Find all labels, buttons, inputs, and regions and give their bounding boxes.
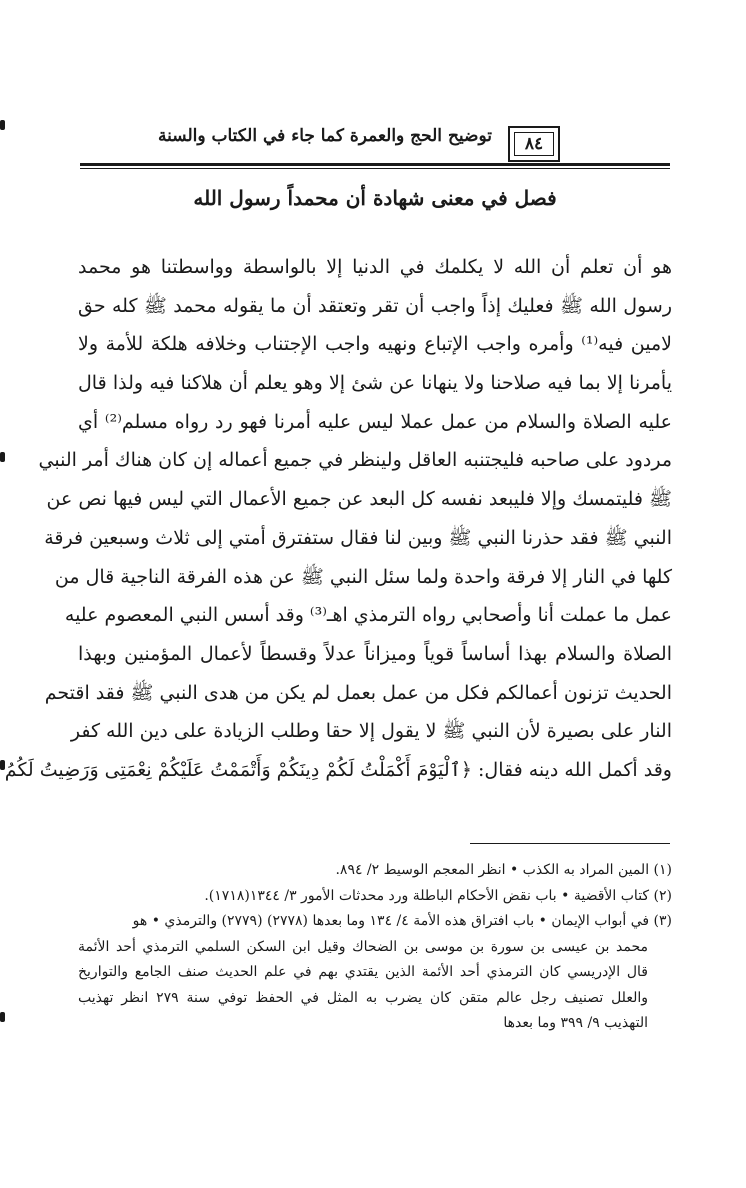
body-line: مردود على صاحبه فليجتنبه العاقل ولينظر في جميع أعماله إن كان هناك أمر النبي bbox=[38, 449, 672, 472]
body-line: النبي ﷺ فقد حذرنا النبي ﷺ وبين لنا فقال ستفترق أمتي إلى ثلاث وسبعين فرقة bbox=[44, 526, 672, 549]
body-line: عمل ما عملت أنا وأصحابي رواه الترمذي اهـ⁽³⁾ وقد أسس النبي المعصوم عليه bbox=[64, 604, 672, 627]
header-rule-thick bbox=[80, 163, 670, 166]
scan-edge-mark bbox=[0, 120, 5, 130]
footnote-3-continuation: قال الإدريسي كان الترمذي أحد الأئمة الذين يقتدي بهم في علم الحديث صنف الجامع والتواريخ bbox=[78, 964, 649, 980]
body-line: لامين فيه⁽¹⁾ وأمره واجب الإتباع ونهيه واجب الإجتناب وخلافه هلكة للأمة ولا bbox=[78, 333, 672, 356]
footnote-3-continuation: والعلل تصنيف رجل عالم متقن كان يضرب به المثل في الحفظ توفي سنة ٢٧٩ انظر تهذيب bbox=[78, 989, 648, 1006]
footnote-3-continuation: التهذيب ٩/ ٣٩٩ وما بعدها bbox=[503, 1015, 648, 1031]
section-title: فصل في معنى شهادة أن محمداً رسول الله bbox=[193, 186, 557, 210]
footnote-1: (١) المين المراد به الكذب • انظر المعجم الوسيط ٢/ ٨٩٤. bbox=[335, 862, 672, 878]
footnote-2: (٢) كتاب الأقضية • باب نقض الأحكام الباطلة ورد محدثات الأمور ٣/ ١٣٤٤(١٧١٨). bbox=[204, 887, 672, 904]
header-rule-thin bbox=[80, 168, 670, 169]
body-line: النار على بصيرة لأن النبي ﷺ لا يقول إلا حقا وطلب الزيادة على دين الله كفر bbox=[70, 720, 672, 743]
page-number: ٨٤ bbox=[514, 132, 554, 156]
body-line: الصلاة والسلام بهذا أساساً قوياً وميزاناً عدلاً وقسطاً لأعمال المؤمنين وبهذا bbox=[78, 642, 672, 665]
scan-edge-mark bbox=[0, 452, 5, 462]
body-line: عليه الصلاة والسلام من عمل عملا ليس عليه أمرنا فهو رد رواه مسلم⁽²⁾ أي bbox=[78, 410, 673, 433]
page-number-box bbox=[508, 126, 560, 162]
body-line: كلها في النار إلا فرقة واحدة ولما سئل النبي ﷺ عن هذه الفرقة الناجية قال من bbox=[54, 565, 672, 588]
body-line: وقد أكمل الله دينه فقال: ﴿ٱلْيَوْمَ أَكْمَلْتُ لَكُمْ دِينَكُمْ وَأَتْمَمْتُ عَلَيْكُمْ نِعْمَتِى وَرَضِيتُ لَكُمُ bbox=[4, 758, 672, 781]
footnote-separator bbox=[470, 843, 670, 844]
body-line: رسول الله ﷺ فعليك إذاً واجب أن تقر وتعتقد أن ما يقوله محمد ﷺ كله حق bbox=[78, 294, 672, 317]
book-title: توضيح الحج والعمرة كما جاء في الكتاب والسنة bbox=[158, 126, 492, 146]
body-line: الحديث تزنون أعمالكم فكل من عمل بعمل لم يكن من هدى النبي ﷺ فقد اقتحم bbox=[44, 681, 672, 704]
footnote-3-continuation: محمد بن عيسى بن سورة بن موسى بن الضحاك وقيل ابن السكن السلمي الترمذي أحد الأئمة bbox=[78, 938, 648, 955]
running-header bbox=[80, 126, 670, 176]
scan-edge-mark bbox=[0, 760, 5, 770]
body-line: هو أن تعلم أن الله لا يكلمك في الدنيا إلا بالواسطة وواسطتنا هو محمد bbox=[78, 256, 672, 278]
footnote-3: (٣) في أبواب الإيمان • باب افتراق هذه الأمة ٤/ ١٣٤ وما بعدها (٢٧٧٨) (٢٧٧٩) والترمذي • هو bbox=[132, 913, 672, 929]
body-text bbox=[4, 248, 673, 790]
scan-edge-mark bbox=[0, 1012, 5, 1022]
footnotes bbox=[78, 858, 672, 1037]
body-line: يأمرنا إلا بما فيه صلاحنا ولا ينهانا عن شئ إلا وهو يعلم أن هلاكنا فيه ولذا قال bbox=[78, 372, 672, 395]
body-line: ﷺ فليتمسك وإلا فليبعد نفسه كل البعد عن جميع الأعمال التي ليس فيها نص عن bbox=[46, 488, 672, 511]
